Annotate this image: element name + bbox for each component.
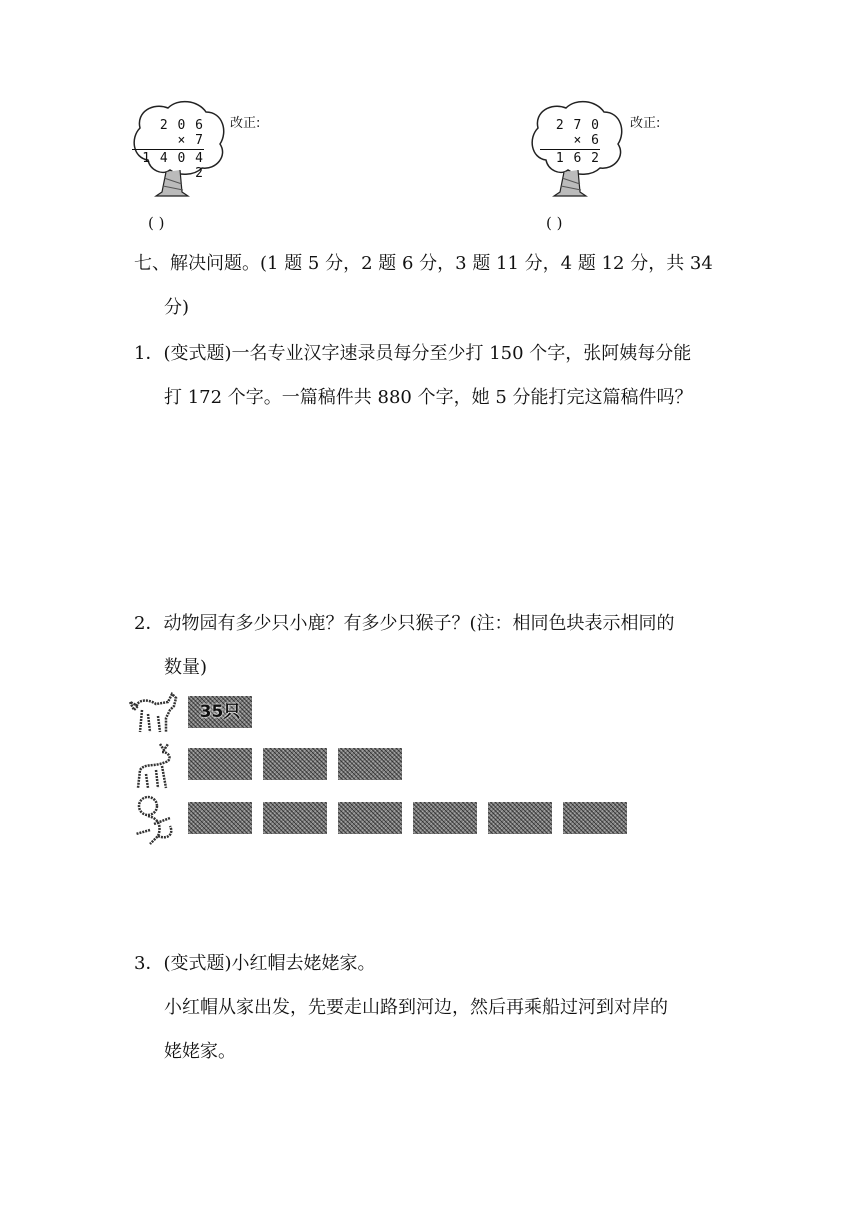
deer-icon xyxy=(130,740,176,792)
fix-label-2: 改正: xyxy=(630,116,661,131)
goat-count-label: 35只 xyxy=(199,702,241,722)
calc-result: 1 6 2 xyxy=(555,151,600,166)
calc-top: 2 7 0 xyxy=(555,118,600,133)
calc-top: 2 0 6 xyxy=(159,118,204,133)
section7-heading-line1: 七、解决问题。(1 题 5 分，2 题 6 分，3 题 11 分，4 题 12 分，共 34 xyxy=(134,253,713,274)
q1-line2: 打 172 个字。一篇稿件共 880 个字，她 5 分能打完这篇稿件吗？ xyxy=(164,387,693,408)
deer-block-2 xyxy=(263,748,327,780)
fix-label-1: 改正: xyxy=(230,116,261,131)
monkey-block-3 xyxy=(338,802,402,834)
monkey-block-1 xyxy=(188,802,252,834)
calc-rule xyxy=(540,149,600,150)
calc-multiplier: × 6 xyxy=(573,133,600,148)
deer-block-3 xyxy=(338,748,402,780)
goat-block-1 xyxy=(188,696,252,728)
answer-paren-1[interactable]: ( ) xyxy=(148,214,165,232)
q2-line1: 2．动物园有多少只小鹿？有多少只猴子？(注：相同色块表示相同的 xyxy=(134,613,675,634)
answer-paren-2[interactable]: ( ) xyxy=(546,214,563,232)
calc-rule xyxy=(132,149,204,150)
calculation-2 xyxy=(540,118,600,166)
monkey-block-6 xyxy=(563,802,627,834)
calc-result: 1 4 0 4 2 xyxy=(142,151,204,181)
monkey-block-2 xyxy=(263,802,327,834)
tree-figure-1 xyxy=(128,98,228,208)
q1-line1: 1．(变式题)一名专业汉字速录员每分至少打 150 个字，张阿姨每分能 xyxy=(134,343,692,364)
monkey-block-5 xyxy=(488,802,552,834)
tree-figure-2 xyxy=(526,98,626,208)
section7-heading-line2: 分) xyxy=(164,297,190,318)
deer-block-1 xyxy=(188,748,252,780)
calculation-1 xyxy=(132,118,204,181)
goat-icon xyxy=(128,688,180,736)
calc-multiplier: × 7 xyxy=(177,133,204,148)
monkey-block-4 xyxy=(413,802,477,834)
q3-line1: 3．(变式题)小红帽去姥姥家。 xyxy=(134,953,376,974)
q3-line2: 小红帽从家出发，先要走山路到河边，然后再乘船过河到对岸的 xyxy=(164,997,668,1018)
monkey-icon xyxy=(130,794,178,848)
q2-line2: 数量) xyxy=(164,657,208,678)
q3-line3: 姥姥家。 xyxy=(164,1041,236,1062)
